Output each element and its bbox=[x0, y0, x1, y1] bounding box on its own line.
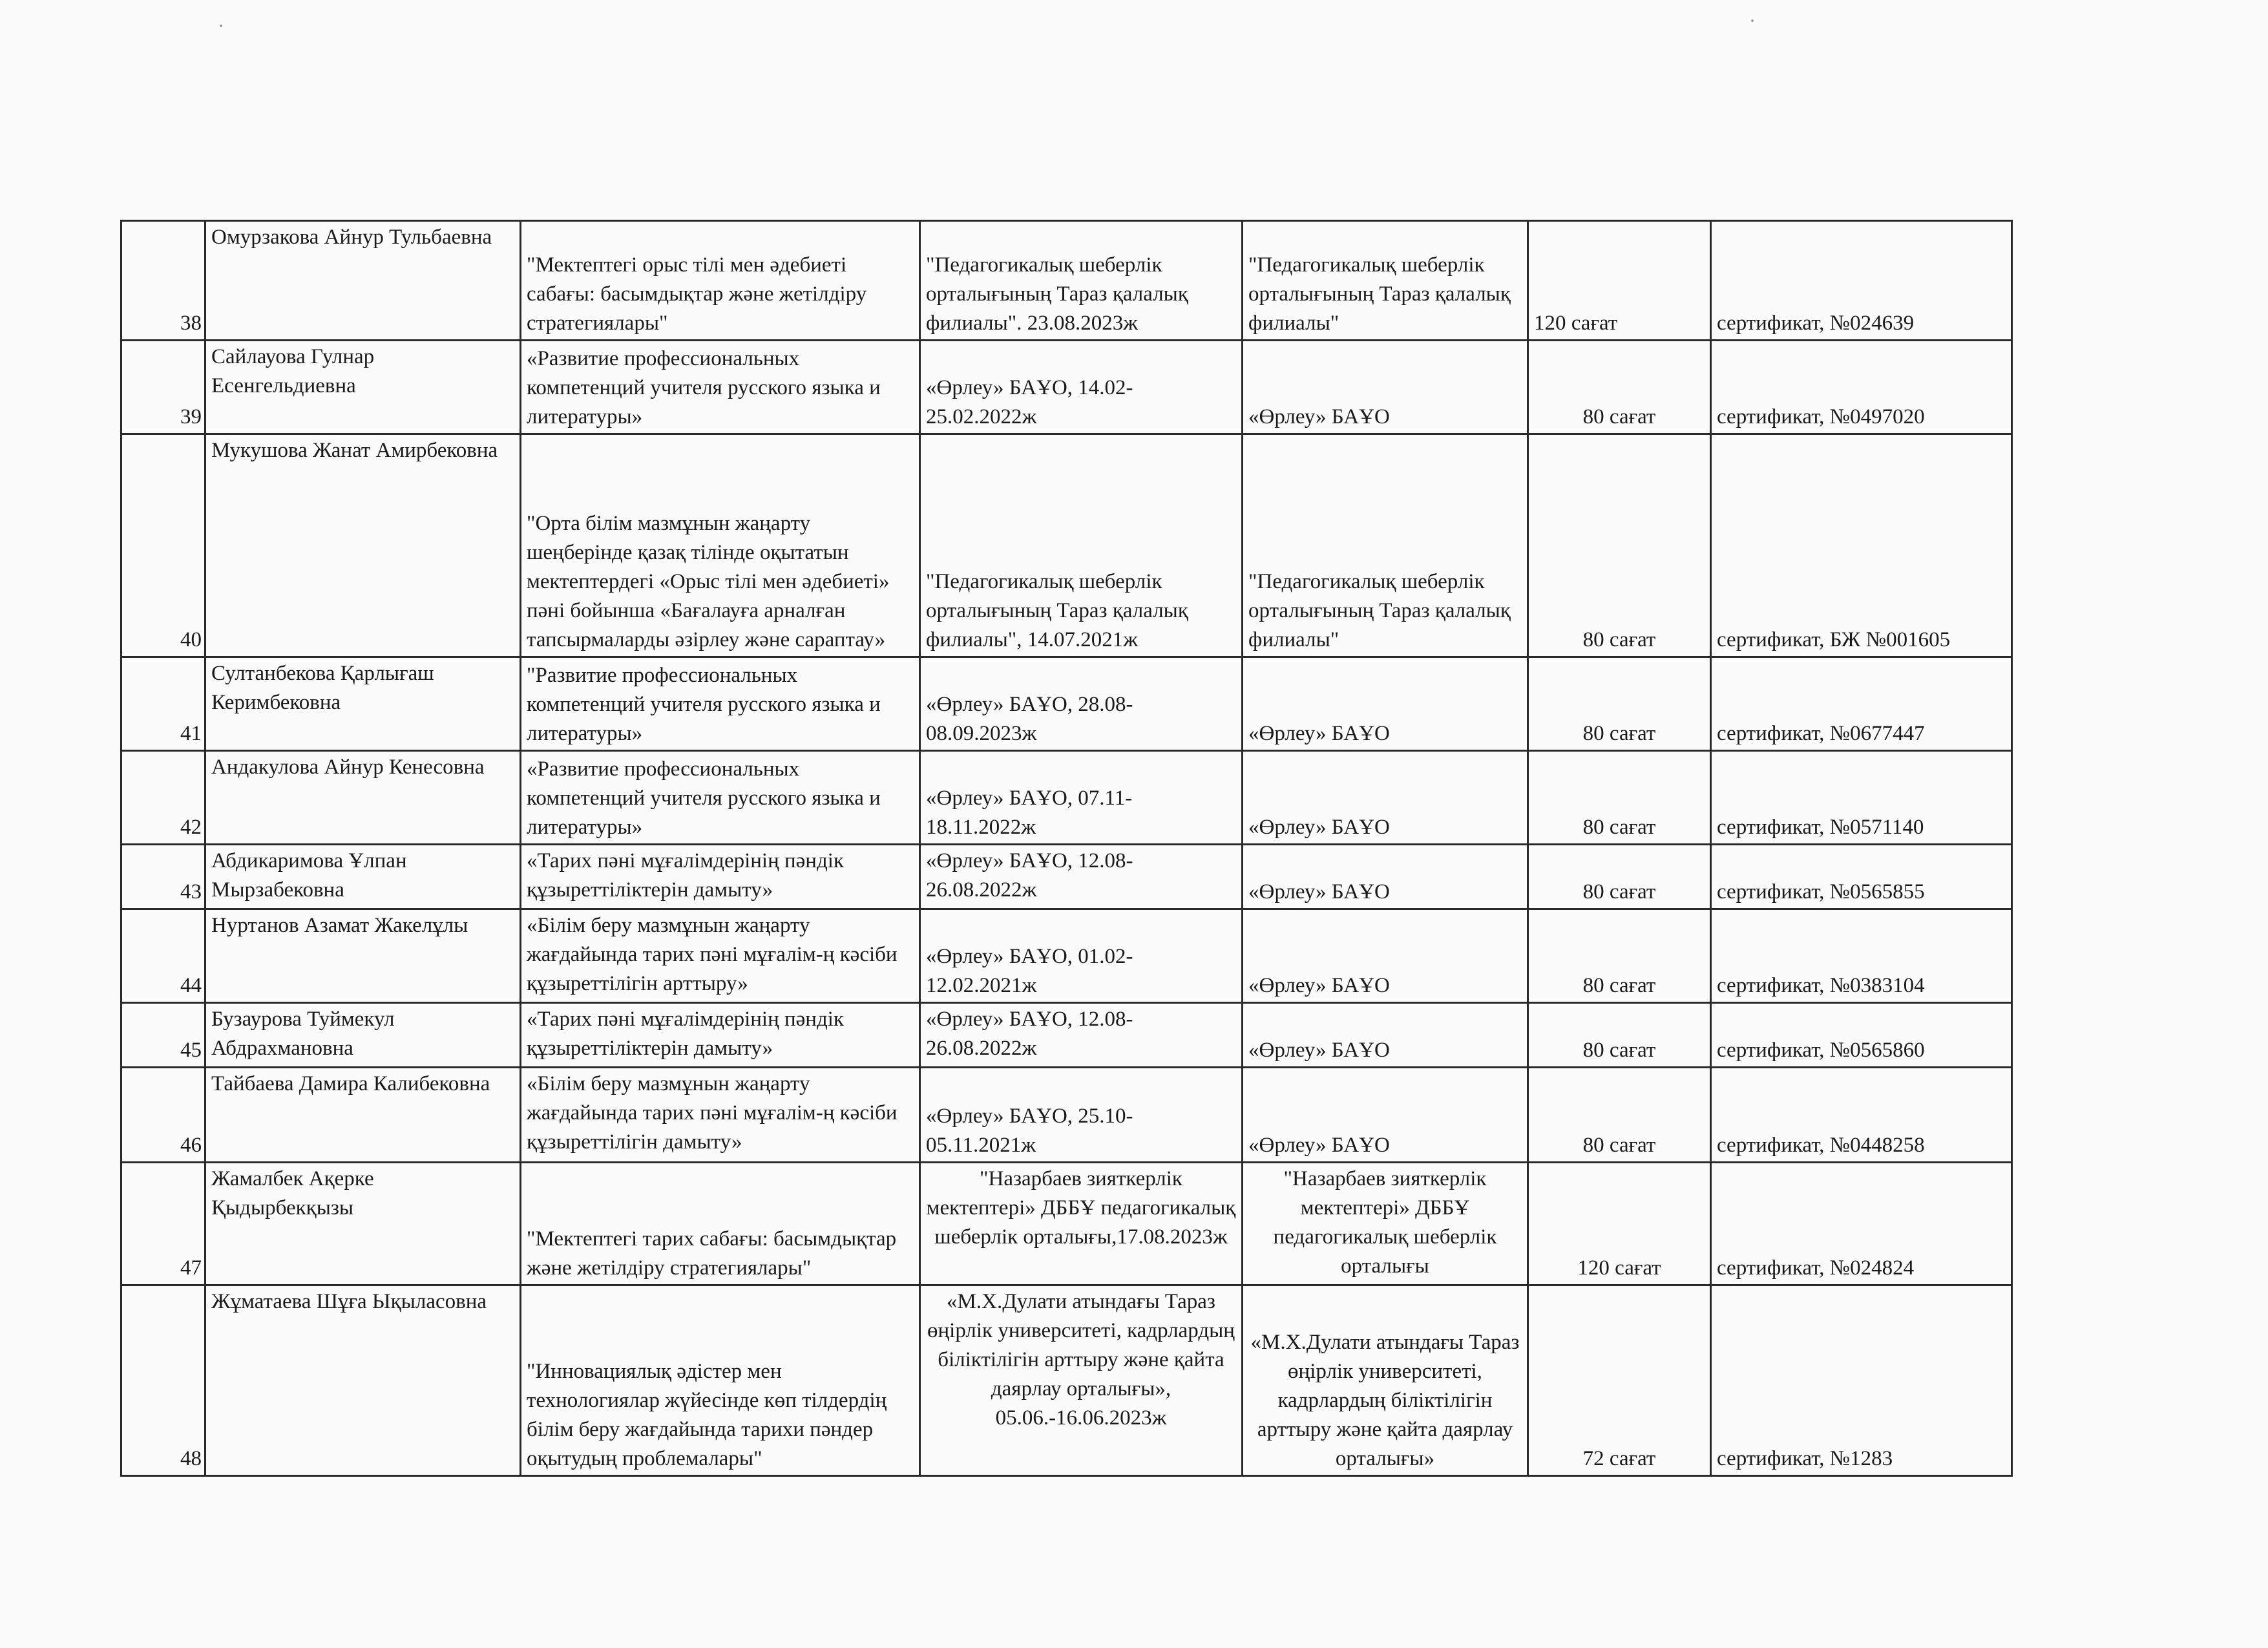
row-number: 42 bbox=[121, 751, 205, 845]
course-hours: 80 сағат bbox=[1528, 657, 1711, 751]
row-number: 43 bbox=[121, 845, 205, 909]
course-hours: 80 сағат bbox=[1528, 751, 1711, 845]
course-organizer: «Өрлеу» БАҰО bbox=[1243, 751, 1528, 845]
table-row bbox=[121, 221, 2012, 341]
course-hours: 120 сағат bbox=[1528, 1163, 1711, 1285]
certificate-number: сертификат, №0497020 bbox=[1711, 341, 2012, 434]
course-hours: 80 сағат bbox=[1528, 1068, 1711, 1163]
table-row bbox=[121, 909, 2012, 1003]
table-row bbox=[121, 434, 2012, 657]
certificate-number: сертификат, №0565860 bbox=[1711, 1003, 2012, 1068]
course-place-date: "Назарбаев зияткерлік мектептері» ДББҰ педагогикалық шеберлік орталығы,17.08.2023ж bbox=[920, 1163, 1243, 1285]
certificate-number: сертификат, №024639 bbox=[1711, 221, 2012, 341]
table-row bbox=[121, 1163, 2012, 1285]
course-organizer: "Педагогикалық шеберлік орталығының Тараз қалалық филиалы" bbox=[1243, 434, 1528, 657]
certificate-number: сертификат, №0565855 bbox=[1711, 845, 2012, 909]
course-place-date: «М.Х.Дулати атындағы Тараз өңірлік университеті, кадрлардың біліктілігін арттыру және қайта даярлау орталығы», 05.06.-16.06.2023ж bbox=[920, 1285, 1243, 1476]
teacher-name: Жұматаева Шұға Ықыласовна bbox=[205, 1285, 521, 1476]
row-number: 46 bbox=[121, 1068, 205, 1163]
training-records-table bbox=[120, 220, 2013, 1477]
table-row bbox=[121, 845, 2012, 909]
course-hours: 80 сағат bbox=[1528, 341, 1711, 434]
course-hours: 80 сағат bbox=[1528, 434, 1711, 657]
course-organizer: "Педагогикалық шеберлік орталығының Тараз қалалық филиалы" bbox=[1243, 221, 1528, 341]
course-title: «Білім беру мазмұнын жаңарту жағдайында тарих пәні мұғалім-ң кәсіби құзыреттілігін дамыту» bbox=[521, 1068, 920, 1163]
table-row bbox=[121, 1003, 2012, 1068]
table-row bbox=[121, 751, 2012, 845]
row-number: 48 bbox=[121, 1285, 205, 1476]
course-hours: 120 сағат bbox=[1528, 221, 1711, 341]
course-title: "Мектептегі тарих сабағы: басымдықтар және жетілдіру стратегиялары" bbox=[521, 1163, 920, 1285]
certificate-number: сертификат, №0448258 bbox=[1711, 1068, 2012, 1163]
certificate-number: сертификат, №0677447 bbox=[1711, 657, 2012, 751]
course-place-date: "Педагогикалық шеберлік орталығының Тараз қалалық филиалы", 14.07.2021ж bbox=[920, 434, 1243, 657]
course-title: "Орта білім мазмұнын жаңарту шеңберінде қазақ тілінде оқытатын мектептердегі «Орыс тілі мен әдебиеті» пәні бойынша «Бағалауға арналған тапсырмаларды әзірлеу және сараптау» bbox=[521, 434, 920, 657]
course-hours: 80 сағат bbox=[1528, 1003, 1711, 1068]
course-place-date: «Өрлеу» БАҰО, 12.08-26.08.2022ж bbox=[920, 1003, 1243, 1068]
certificate-number: сертификат, №024824 bbox=[1711, 1163, 2012, 1285]
scan-speck bbox=[1751, 19, 1754, 22]
course-title: "Инновациялық әдістер мен технологиялар жүйесінде көп тілдердің білім беру жағдайында тарихи пәндер оқытудың проблемалары" bbox=[521, 1285, 920, 1476]
row-number: 40 bbox=[121, 434, 205, 657]
certificate-number: сертификат, №0383104 bbox=[1711, 909, 2012, 1003]
teacher-name: Нуртанов Азамат Жакелұлы bbox=[205, 909, 521, 1003]
course-place-date: «Өрлеу» БАҰО, 28.08-08.09.2023ж bbox=[920, 657, 1243, 751]
scan-speck bbox=[220, 25, 222, 27]
teacher-name: Тайбаева Дамира Калибековна bbox=[205, 1068, 521, 1163]
course-title: «Развитие профессиональных компетенций учителя русского языка и литературы» bbox=[521, 751, 920, 845]
course-place-date: «Өрлеу» БАҰО, 07.11-18.11.2022ж bbox=[920, 751, 1243, 845]
row-number: 45 bbox=[121, 1003, 205, 1068]
course-place-date: «Өрлеу» БАҰО, 01.02-12.02.2021ж bbox=[920, 909, 1243, 1003]
certificate-number: сертификат, №1283 bbox=[1711, 1285, 2012, 1476]
course-title: "Мектептегі орыс тілі мен әдебиеті сабағы: басымдықтар және жетілдіру стратегиялары" bbox=[521, 221, 920, 341]
teacher-name: Жамалбек Ақерке Қыдырбекқызы bbox=[205, 1163, 521, 1285]
course-title: «Тарих пәні мұғалімдерінің пәндік құзыреттіліктерін дамыту» bbox=[521, 845, 920, 909]
teacher-name: Омурзакова Айнур Тульбаевна bbox=[205, 221, 521, 341]
course-organizer: «Өрлеу» БАҰО bbox=[1243, 1068, 1528, 1163]
table-row bbox=[121, 341, 2012, 434]
course-organizer: «Өрлеу» БАҰО bbox=[1243, 1003, 1528, 1068]
teacher-name: Султанбекова Қарлығаш Керимбековна bbox=[205, 657, 521, 751]
course-title: «Развитие профессиональных компетенций учителя русского языка и литературы» bbox=[521, 341, 920, 434]
row-number: 44 bbox=[121, 909, 205, 1003]
table-row bbox=[121, 1285, 2012, 1476]
row-number: 47 bbox=[121, 1163, 205, 1285]
teacher-name: Андакулова Айнур Кенесовна bbox=[205, 751, 521, 845]
row-number: 41 bbox=[121, 657, 205, 751]
certificate-number: сертификат, №0571140 bbox=[1711, 751, 2012, 845]
course-organizer: «Өрлеу» БАҰО bbox=[1243, 657, 1528, 751]
teacher-name: Мукушова Жанат Амирбековна bbox=[205, 434, 521, 657]
table-row bbox=[121, 1068, 2012, 1163]
course-title: "Развитие профессиональных компетенций учителя русского языка и литературы» bbox=[521, 657, 920, 751]
row-number: 38 bbox=[121, 221, 205, 341]
course-hours: 80 сағат bbox=[1528, 845, 1711, 909]
course-organizer: «М.Х.Дулати атындағы Тараз өңірлік университеті, кадрлардың біліктілігін арттыру және қайта даярлау орталығы» bbox=[1243, 1285, 1528, 1476]
course-organizer: "Назарбаев зияткерлік мектептері» ДББҰ педагогикалық шеберлік орталығы bbox=[1243, 1163, 1528, 1285]
course-organizer: «Өрлеу» БАҰО bbox=[1243, 909, 1528, 1003]
course-place-date: "Педагогикалық шеберлік орталығының Тараз қалалық филиалы". 23.08.2023ж bbox=[920, 221, 1243, 341]
course-place-date: «Өрлеу» БАҰО, 12.08-26.08.2022ж bbox=[920, 845, 1243, 909]
teacher-name: Бузаурова Туймекул Абдрахмановна bbox=[205, 1003, 521, 1068]
table-row bbox=[121, 657, 2012, 751]
course-title: «Тарих пәні мұғалімдерінің пәндік құзыреттіліктерін дамыту» bbox=[521, 1003, 920, 1068]
certificate-number: сертификат, БЖ №001605 bbox=[1711, 434, 2012, 657]
course-place-date: «Өрлеу» БАҰО, 14.02-25.02.2022ж bbox=[920, 341, 1243, 434]
course-hours: 72 сағат bbox=[1528, 1285, 1711, 1476]
row-number: 39 bbox=[121, 341, 205, 434]
course-place-date: «Өрлеу» БАҰО, 25.10-05.11.2021ж bbox=[920, 1068, 1243, 1163]
teacher-name: Абдикаримова Ұлпан Мырзабековна bbox=[205, 845, 521, 909]
course-organizer: «Өрлеу» БАҰО bbox=[1243, 341, 1528, 434]
course-organizer: «Өрлеу» БАҰО bbox=[1243, 845, 1528, 909]
course-title: «Білім беру мазмұнын жаңарту жағдайында тарих пәні мұғалім-ң кәсіби құзыреттілігін арттыру» bbox=[521, 909, 920, 1003]
teacher-name: Сайлауова Гулнар Есенгельдиевна bbox=[205, 341, 521, 434]
course-hours: 80 сағат bbox=[1528, 909, 1711, 1003]
